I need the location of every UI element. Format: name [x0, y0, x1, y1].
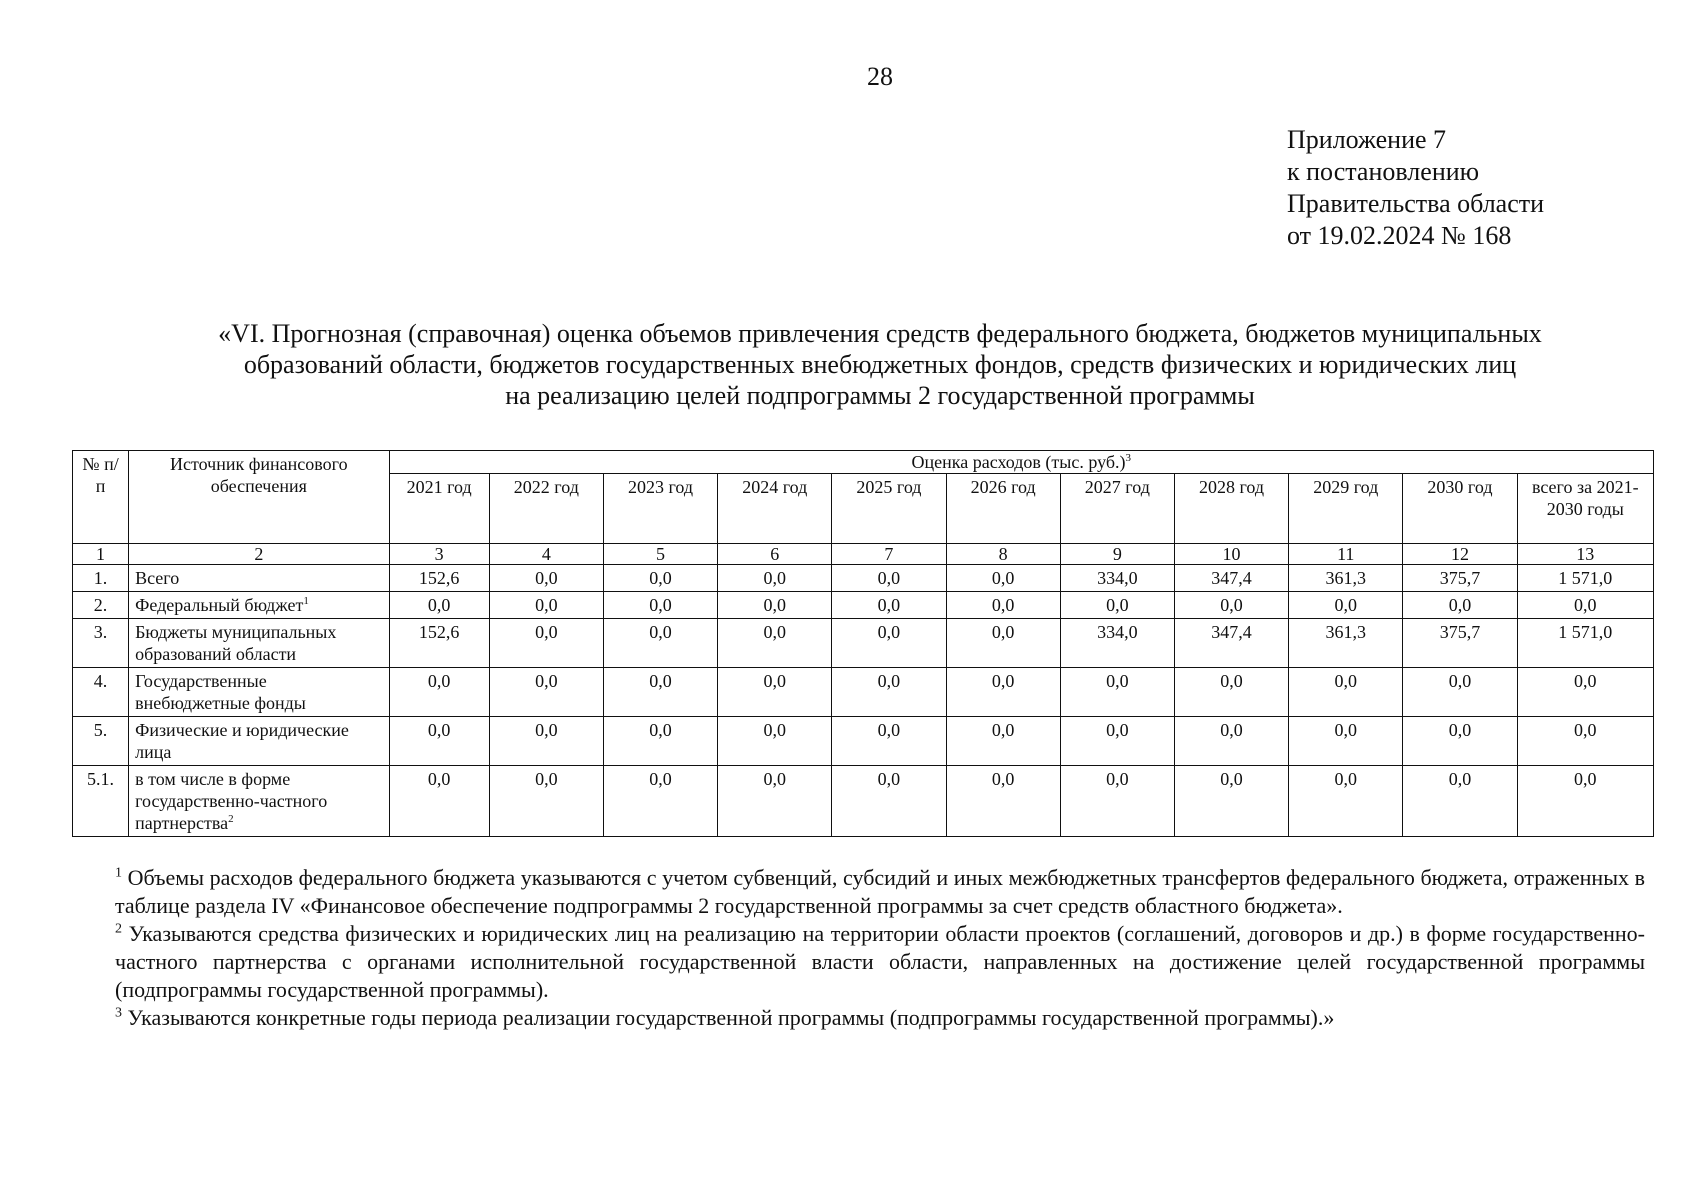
header-estimate-label: Оценка расходов (тыс. руб.) — [911, 452, 1126, 472]
header-year: 2026 год — [946, 474, 1060, 544]
header-estimate — [389, 451, 1653, 474]
appendix-line: Правительства области — [1287, 189, 1545, 218]
row-number: 2. — [73, 592, 129, 619]
row-source — [129, 766, 389, 837]
header-year: всего за 2021-2030 годы — [1517, 474, 1653, 544]
value-cell: 0,0 — [603, 619, 717, 668]
header-num: № п/п — [73, 451, 129, 544]
header-year: 2025 год — [832, 474, 946, 544]
value-cell: 347,4 — [1174, 619, 1288, 668]
header-year: 2023 год — [603, 474, 717, 544]
value-cell: 0,0 — [603, 565, 717, 592]
value-cell: 0,0 — [603, 668, 717, 717]
column-number: 13 — [1517, 544, 1653, 565]
heading-line: на реализацию целей подпрограммы 2 государственной программы — [505, 381, 1255, 410]
source-label: в том числе в форме государственно-частного партнерства — [135, 769, 328, 833]
value-cell: 0,0 — [1517, 717, 1653, 766]
header-year: 2028 год — [1174, 474, 1288, 544]
value-cell: 0,0 — [1174, 766, 1288, 837]
row-number: 3. — [73, 619, 129, 668]
footnote-text: Указываются конкретные годы периода реализации государственной программы (подпрограммы государственной программы).» — [122, 1005, 1335, 1030]
page-number: 28 — [867, 62, 893, 91]
footnote-mark: 1 — [115, 865, 122, 881]
table-row — [73, 619, 1654, 668]
row-source — [129, 592, 389, 619]
row-source — [129, 668, 389, 717]
value-cell: 361,3 — [1289, 619, 1403, 668]
value-cell: 0,0 — [832, 668, 946, 717]
value-cell: 0,0 — [832, 619, 946, 668]
source-label: Физические и юридические лица — [135, 720, 349, 762]
value-cell: 0,0 — [389, 668, 489, 717]
value-cell: 0,0 — [1060, 717, 1174, 766]
footnote — [115, 1004, 1645, 1032]
value-cell: 0,0 — [1174, 668, 1288, 717]
value-cell: 0,0 — [946, 766, 1060, 837]
value-cell: 347,4 — [1174, 565, 1288, 592]
column-number: 7 — [832, 544, 946, 565]
header-source: Источник финансового обеспечения — [129, 451, 389, 544]
value-cell: 0,0 — [946, 619, 1060, 668]
appendix-line: к постановлению — [1287, 157, 1480, 186]
header-year: 2024 год — [718, 474, 832, 544]
value-cell: 0,0 — [389, 592, 489, 619]
value-cell: 0,0 — [603, 717, 717, 766]
value-cell: 0,0 — [489, 619, 603, 668]
row-number: 5.1. — [73, 766, 129, 837]
appendix-block — [1287, 124, 1544, 252]
column-number: 11 — [1289, 544, 1403, 565]
value-cell: 0,0 — [389, 766, 489, 837]
header-year: 2022 год — [489, 474, 603, 544]
column-number: 2 — [129, 544, 389, 565]
budget-table — [72, 450, 1654, 837]
value-cell: 0,0 — [1060, 766, 1174, 837]
value-cell: 0,0 — [1517, 668, 1653, 717]
value-cell: 152,6 — [389, 619, 489, 668]
value-cell: 0,0 — [1403, 592, 1517, 619]
row-source — [129, 717, 389, 766]
value-cell: 0,0 — [832, 592, 946, 619]
value-cell: 0,0 — [718, 766, 832, 837]
value-cell: 152,6 — [389, 565, 489, 592]
section-heading — [150, 318, 1610, 411]
column-number: 10 — [1174, 544, 1288, 565]
footnote-text: Указываются средства физических и юридических лиц на реализацию на территории области проектов (соглашений, договоров и др.) в форме государственно-частного партнерства с органами исполнительной государственной власти области, направленных на достижение целей государственной программы (подпрограммы государственной программы). — [115, 921, 1645, 1002]
value-cell: 0,0 — [603, 592, 717, 619]
column-numbers-row — [73, 544, 1654, 565]
value-cell: 0,0 — [489, 668, 603, 717]
table-row — [73, 668, 1654, 717]
row-source — [129, 565, 389, 592]
header-year: 2030 год — [1403, 474, 1517, 544]
value-cell: 0,0 — [1403, 717, 1517, 766]
value-cell: 0,0 — [489, 717, 603, 766]
value-cell: 0,0 — [1174, 592, 1288, 619]
value-cell: 0,0 — [1289, 668, 1403, 717]
value-cell: 334,0 — [1060, 619, 1174, 668]
value-cell: 0,0 — [718, 565, 832, 592]
value-cell: 0,0 — [1289, 766, 1403, 837]
footnote-mark: 2 — [115, 921, 122, 937]
footnote-ref: 2 — [228, 813, 234, 825]
value-cell: 0,0 — [946, 668, 1060, 717]
column-number: 4 — [489, 544, 603, 565]
footnote — [115, 920, 1645, 1004]
value-cell: 334,0 — [1060, 565, 1174, 592]
header-year: 2029 год — [1289, 474, 1403, 544]
value-cell: 0,0 — [489, 766, 603, 837]
source-label: Бюджеты муниципальных образований области — [135, 622, 337, 664]
footnote-ref: 1 — [303, 595, 309, 607]
column-number: 6 — [718, 544, 832, 565]
value-cell: 0,0 — [489, 565, 603, 592]
footnote-ref: 3 — [1125, 452, 1132, 464]
column-number: 3 — [389, 544, 489, 565]
value-cell: 0,0 — [1517, 592, 1653, 619]
header-year: 2021 год — [389, 474, 489, 544]
value-cell: 0,0 — [1517, 766, 1653, 837]
row-number: 4. — [73, 668, 129, 717]
heading-line: «VI. Прогнозная (справочная) оценка объемов привлечения средств федерального бюджета, бюджетов муниципальных — [218, 319, 1542, 348]
column-number: 12 — [1403, 544, 1517, 565]
footnotes — [115, 864, 1645, 1032]
value-cell: 0,0 — [1060, 668, 1174, 717]
value-cell: 0,0 — [832, 766, 946, 837]
appendix-line: Приложение 7 — [1287, 125, 1447, 154]
source-label: Федеральный бюджет — [135, 595, 304, 615]
table-row — [73, 565, 1654, 592]
row-number: 5. — [73, 717, 129, 766]
footnote-text: Объемы расходов федерального бюджета указываются с учетом субвенций, субсидий и иных межбюджетных трансфертов федерального бюджета, отраженных в таблице раздела IV «Финансовое обеспечение подпрограммы 2 государственной программы за счет средств областного бюджета». — [115, 865, 1645, 918]
value-cell: 0,0 — [946, 717, 1060, 766]
value-cell: 0,0 — [1403, 668, 1517, 717]
value-cell: 0,0 — [718, 619, 832, 668]
header-year: 2027 год — [1060, 474, 1174, 544]
value-cell: 0,0 — [1403, 766, 1517, 837]
value-cell: 1 571,0 — [1517, 565, 1653, 592]
value-cell: 0,0 — [718, 592, 832, 619]
footnote — [115, 864, 1645, 920]
value-cell: 375,7 — [1403, 619, 1517, 668]
heading-line: образований области, бюджетов государственных внебюджетных фондов, средств физических и юридических лиц — [243, 350, 1517, 379]
value-cell: 0,0 — [1289, 592, 1403, 619]
column-number: 8 — [946, 544, 1060, 565]
value-cell: 375,7 — [1403, 565, 1517, 592]
appendix-line: от 19.02.2024 № 168 — [1287, 221, 1512, 250]
value-cell: 0,0 — [946, 565, 1060, 592]
source-label: Всего — [135, 568, 180, 588]
value-cell: 0,0 — [832, 565, 946, 592]
value-cell: 0,0 — [1289, 717, 1403, 766]
column-number: 9 — [1060, 544, 1174, 565]
table-row — [73, 592, 1654, 619]
row-source — [129, 619, 389, 668]
column-number: 1 — [73, 544, 129, 565]
value-cell: 0,0 — [946, 592, 1060, 619]
table-row — [73, 766, 1654, 837]
header-row — [73, 451, 1654, 474]
value-cell: 0,0 — [1060, 592, 1174, 619]
value-cell: 0,0 — [489, 592, 603, 619]
value-cell: 0,0 — [832, 717, 946, 766]
table-row — [73, 717, 1654, 766]
row-number: 1. — [73, 565, 129, 592]
value-cell: 1 571,0 — [1517, 619, 1653, 668]
value-cell: 0,0 — [1174, 717, 1288, 766]
value-cell: 0,0 — [603, 766, 717, 837]
source-label: Государственные внебюджетные фонды — [135, 671, 306, 713]
value-cell: 0,0 — [389, 717, 489, 766]
value-cell: 0,0 — [718, 717, 832, 766]
value-cell: 361,3 — [1289, 565, 1403, 592]
footnote-mark: 3 — [115, 1005, 122, 1021]
column-number: 5 — [603, 544, 717, 565]
value-cell: 0,0 — [718, 668, 832, 717]
